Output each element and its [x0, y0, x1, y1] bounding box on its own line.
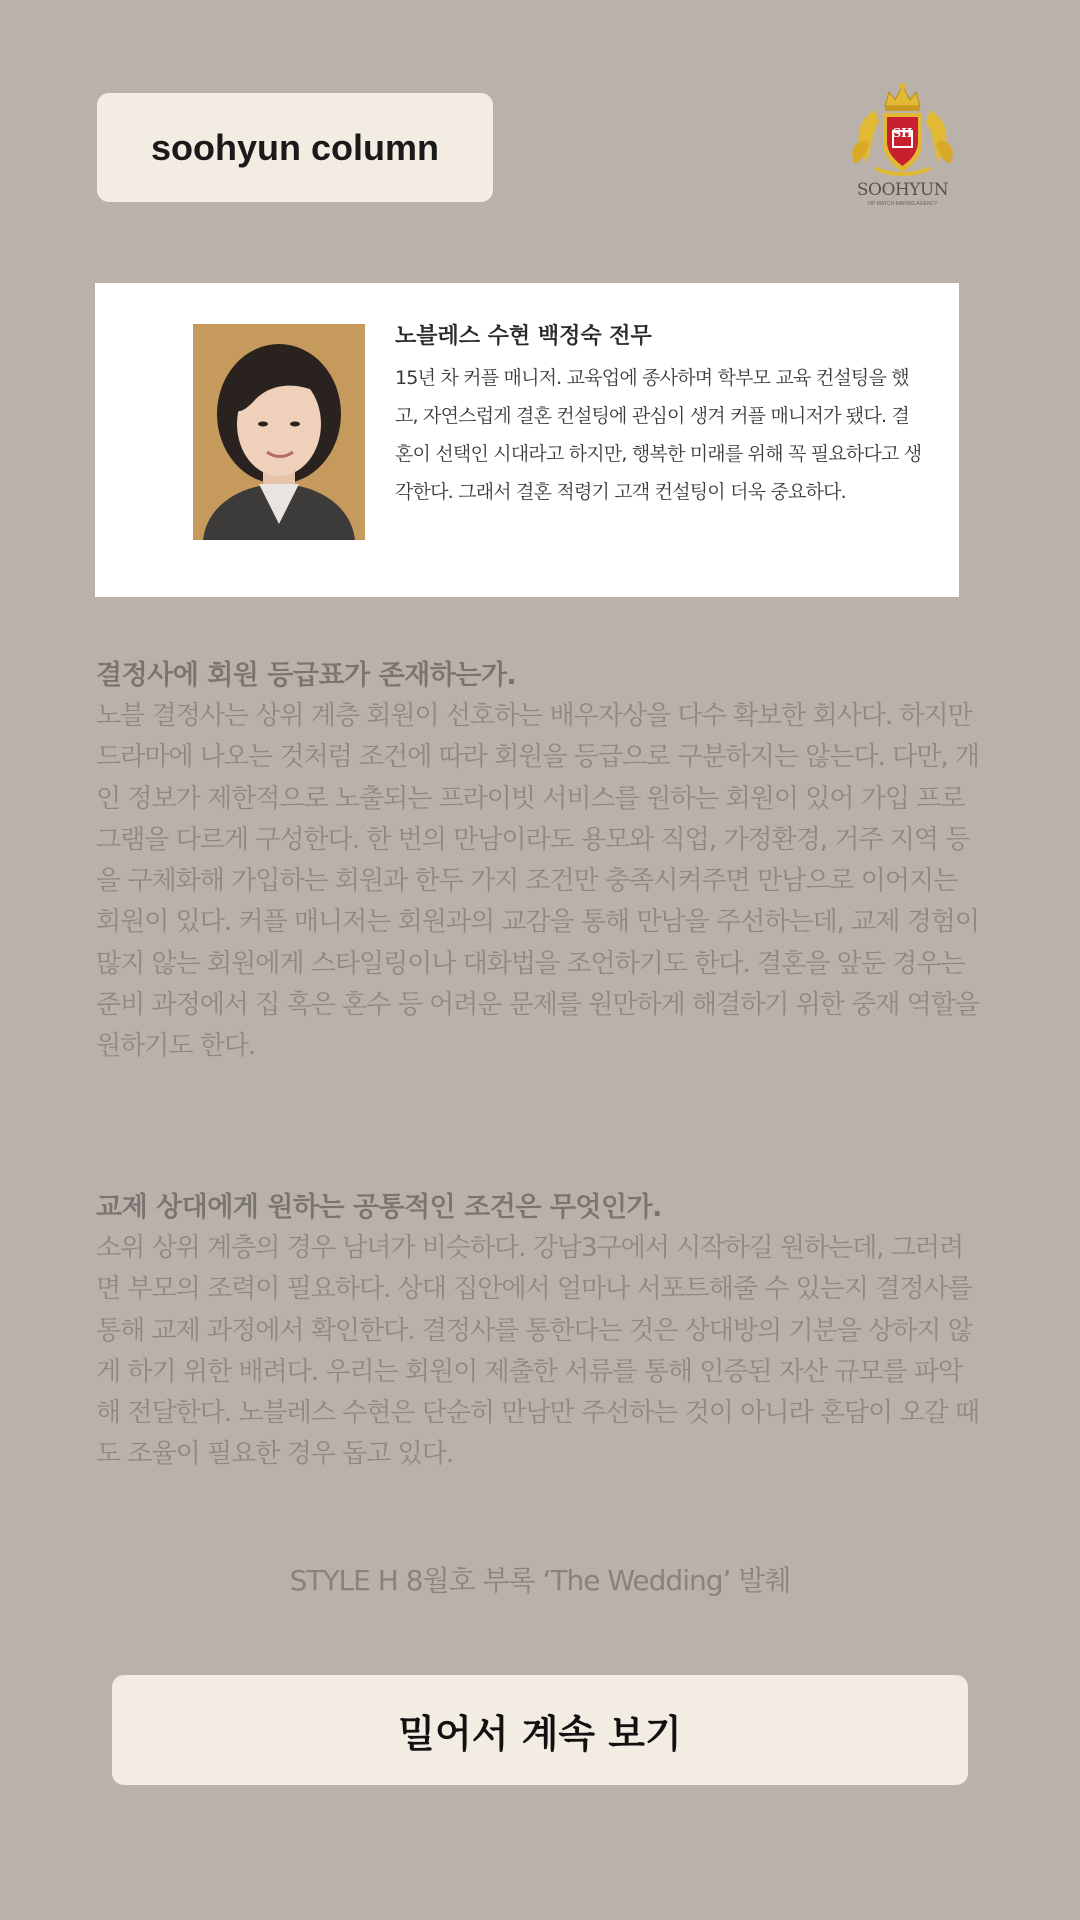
logo-wordmark: SOOHYUN — [856, 180, 949, 200]
qa-body: 소위 상위 계층의 경우 남녀가 비슷하다. 강남3구에서 시작하길 원하는데, 그러려면 부모의 조력이 필요하다. 상대 집안에서 얼마나 서포트해줄 수 있는지 결정사를 통해 교제 과정에서 확인한다. 결정사를 통한다는 것은 상대방의 기분을 상하지 않게 하기 위한 배려다. 우리는 회원이 제출한 서류를 통해 인증된 자산 규모를 파악해 전달한다. 노블레스 수현은 단순히 만남만 주선하는 것이 아니라 혼담이 오갈 때도 조율이 필요한 경우 돕고 있다. — [96, 1233, 980, 1470]
column-title: soohyun column — [151, 126, 439, 168]
person-portrait-icon — [193, 324, 365, 540]
soohyun-logo — [845, 80, 960, 215]
swipe-more-button[interactable] — [112, 1675, 968, 1785]
profile-name: 노블레스 수현 백정숙 전무 — [395, 324, 652, 349]
qa-heading: 결정사에 회원 등급표가 존재하는가. — [96, 660, 517, 691]
profile-card — [95, 283, 959, 597]
profile-bio: 15년 차 커플 매니저. 교육업에 종사하며 학부모 교육 컨설팅을 했고, 자연스럽게 결혼 컨설팅에 관심이 생겨 커플 매니저가 됐다. 결혼이 선택인 시대라고 하지만, 행복한 미래를 위해 꼭 필요하다고 생각한다. 그래서 결혼 적령기 고객 컨설팅이 더욱 중요하다. — [395, 367, 922, 503]
qa-section-1 — [96, 655, 984, 1068]
qa-section-2 — [96, 1187, 984, 1476]
column-title-chip — [97, 93, 493, 202]
qa-heading: 교제 상대에게 원하는 공통적인 조건은 무엇인가. — [96, 1192, 662, 1223]
swipe-more-label: 밀어서 계속 보기 — [398, 1711, 682, 1756]
logo-tagline: VIP MATCH MAKING AGENCY — [867, 201, 938, 207]
qa-body: 노블 결정사는 상위 계층 회원이 선호하는 배우자상을 다수 확보한 회사다. 하지만 드라마에 나오는 것처럼 조건에 따라 회원을 등급으로 구분하지는 않는다. 다만, 개인 정보가 제한적으로 노출되는 프라이빗 서비스를 원하는 회원이 있어 가입 프로그램을 다르게 구성한다. 한 번의 만남이라도 용모와 직업, 가정환경, 거주 지역 등을 구체화해 가입하는 회원과 한두 가지 조건만 충족시켜주면 만남으로 이어지는 회원이 있다. 커플 매니저는 회원과의 교감을 통해 만남을 주선하는데, 교제 경험이 많지 않는 회원에게 스타일링이나 대화법을 조언하기도 한다. 결혼을 앞둔 경우는 준비 과정에서 집 혹은 혼수 등 어려운 문제를 원만하게 해결하기 위한 중재 역할을 원하기도 한다. — [96, 701, 980, 1062]
source-credit: STYLE H 8월호 부록 ‘The Wedding’ 발췌 — [289, 1564, 791, 1597]
logo-monogram: SH — [892, 126, 913, 140]
profile-portrait — [193, 324, 365, 540]
